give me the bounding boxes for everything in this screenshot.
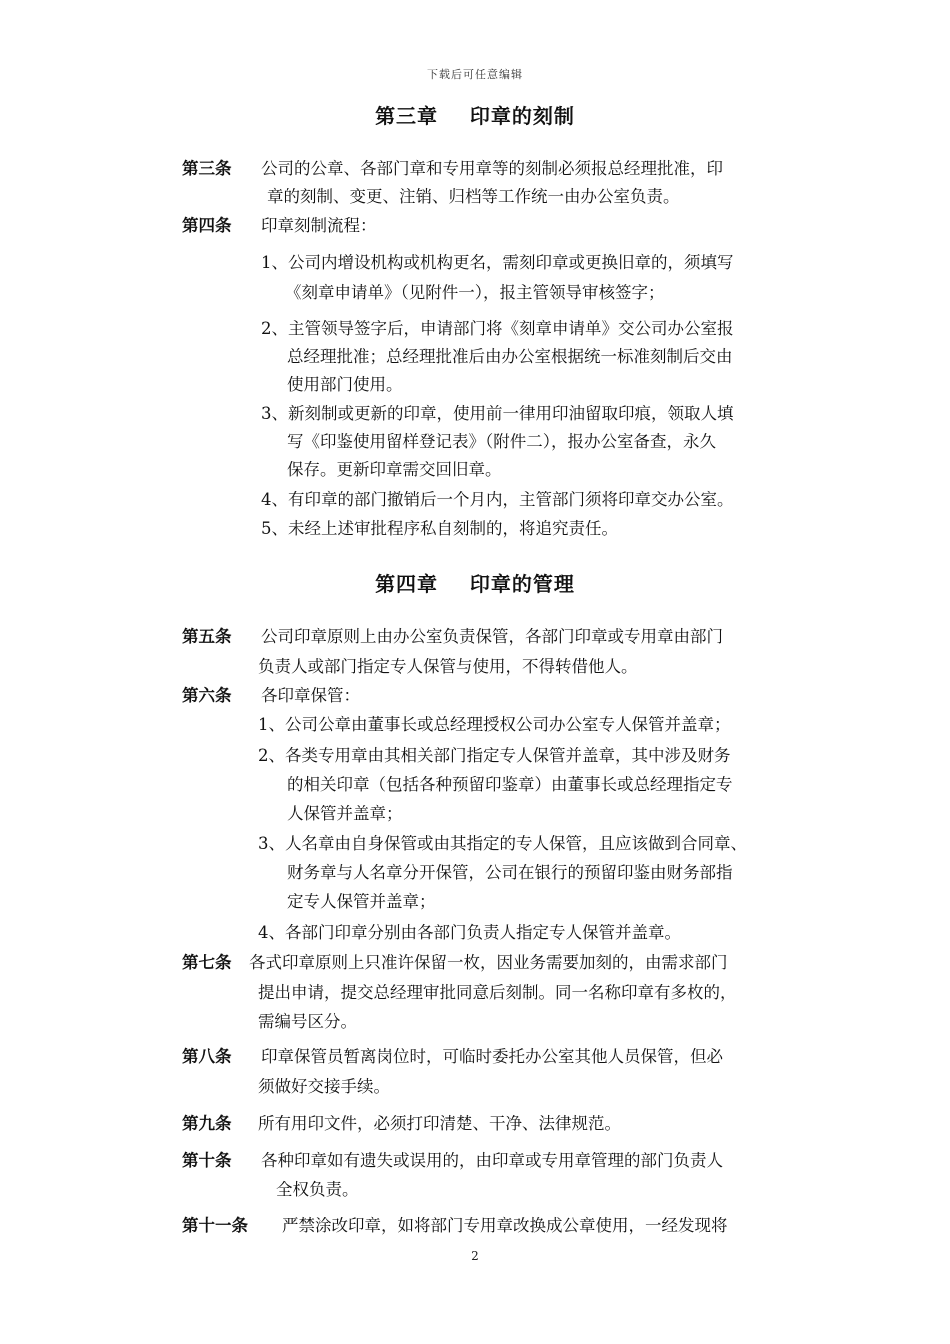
article-8-label: 第八条 xyxy=(182,1047,232,1066)
article-4-item-1-line-1: 1、公司内增设机构或机构更名，需刻印章或更换旧章的，须填写 xyxy=(261,253,734,272)
article-10-label: 第十条 xyxy=(182,1151,232,1170)
article-10-line-2: 全权负责。 xyxy=(276,1180,359,1199)
chapter-title-4: 第四章 印章的管理 xyxy=(375,572,575,596)
article-6-item-1: 1、公司公章由董事长或总经理授权公司办公室专人保管并盖章； xyxy=(258,715,731,734)
article-6-item-3-line-3: 定专人保管并盖章； xyxy=(287,892,436,911)
article-6-item-2-line-2: 的相关印章（包括各种预留印鉴章）由董事长或总经理指定专 xyxy=(287,775,733,794)
article-4-intro: 印章刻制流程： xyxy=(261,216,377,235)
article-4-item-2-line-3: 使用部门使用。 xyxy=(287,375,403,394)
article-11-label: 第十一条 xyxy=(182,1216,248,1235)
article-6-item-3-line-1: 3、人名章由自身保管或由其指定的专人保管，且应该做到合同章、 xyxy=(258,834,747,853)
article-4-item-2-line-2: 总经理批准；总经理批准后由办公室根据统一标准刻制后交由 xyxy=(287,347,733,366)
article-4-label: 第四条 xyxy=(182,216,232,235)
article-6-item-2-line-1: 2、各类专用章由其相关部门指定专人保管并盖章，其中涉及财务 xyxy=(258,746,731,765)
article-7-label: 第七条 xyxy=(182,953,232,972)
chapter-title-3: 第三章 印章的刻制 xyxy=(375,104,575,128)
article-3-line-2: 章的刻制、变更、注销、归档等工作统一由办公室负责。 xyxy=(267,187,680,206)
article-11-line-1: 严禁涂改印章，如将部门专用章改换成公章使用，一经发现将 xyxy=(282,1216,728,1235)
article-6-label: 第六条 xyxy=(182,686,232,705)
article-4-item-3-line-1: 3、新刻制或更新的印章，使用前一律用印油留取印痕，领取人填 xyxy=(261,404,734,423)
article-10-line-1: 各种印章如有遗失或误用的，由印章或专用章管理的部门负责人 xyxy=(261,1151,723,1170)
article-4-item-3-line-2: 写《印鉴使用留样登记表》（附件二），报办公室备查，永久 xyxy=(287,432,716,451)
article-5-line-2: 负责人或部门指定专人保管与使用，不得转借他人。 xyxy=(258,657,638,676)
article-9-line-1: 所有用印文件，必须打印清楚、干净、法律规范。 xyxy=(258,1114,621,1133)
article-6-item-4: 4、各部门印章分别由各部门负责人指定专人保管并盖章。 xyxy=(258,923,681,942)
article-4-item-2-line-1: 2、主管领导签字后，申请部门将《刻章申请单》交公司办公室报 xyxy=(261,319,734,338)
article-8-line-2: 须做好交接手续。 xyxy=(258,1077,390,1096)
article-6-item-3-line-2: 财务章与人名章分开保管，公司在银行的预留印鉴由财务部指 xyxy=(287,863,733,882)
article-5-line-1: 公司印章原则上由办公室负责保管，各部门印章或专用章由部门 xyxy=(261,627,723,646)
article-7-line-1: 各式印章原则上只准许保留一枚，因业务需要加刻的，由需求部门 xyxy=(249,953,728,972)
article-5-label: 第五条 xyxy=(182,627,232,646)
article-8-line-1: 印章保管员暂离岗位时，可临时委托办公室其他人员保管，但必 xyxy=(261,1047,723,1066)
article-6-item-2-line-3: 人保管并盖章； xyxy=(287,804,403,823)
article-3-label: 第三条 xyxy=(182,159,232,178)
article-4-item-4: 4、有印章的部门撤销后一个月内，主管部门须将印章交办公室。 xyxy=(261,490,734,509)
article-4-item-1-line-2: 《刻章申请单》（见附件一），报主管领导审核签字； xyxy=(285,283,665,302)
article-7-line-3: 需编号区分。 xyxy=(258,1012,357,1031)
page-header: 下载后可任意编辑 xyxy=(427,68,523,81)
article-7-line-2: 提出申请，提交总经理审批同意后刻制。同一名称印章有多枚的， xyxy=(258,983,737,1002)
page-number: 2 xyxy=(471,1249,479,1263)
article-6-intro: 各印章保管： xyxy=(261,686,360,705)
article-9-label: 第九条 xyxy=(182,1114,232,1133)
article-3-line-1: 公司的公章、各部门章和专用章等的刻制必须报总经理批准，印 xyxy=(261,159,723,178)
article-4-item-5: 5、未经上述审批程序私自刻制的，将追究责任。 xyxy=(261,519,618,538)
article-4-item-3-line-3: 保存。更新印章需交回旧章。 xyxy=(287,460,502,479)
